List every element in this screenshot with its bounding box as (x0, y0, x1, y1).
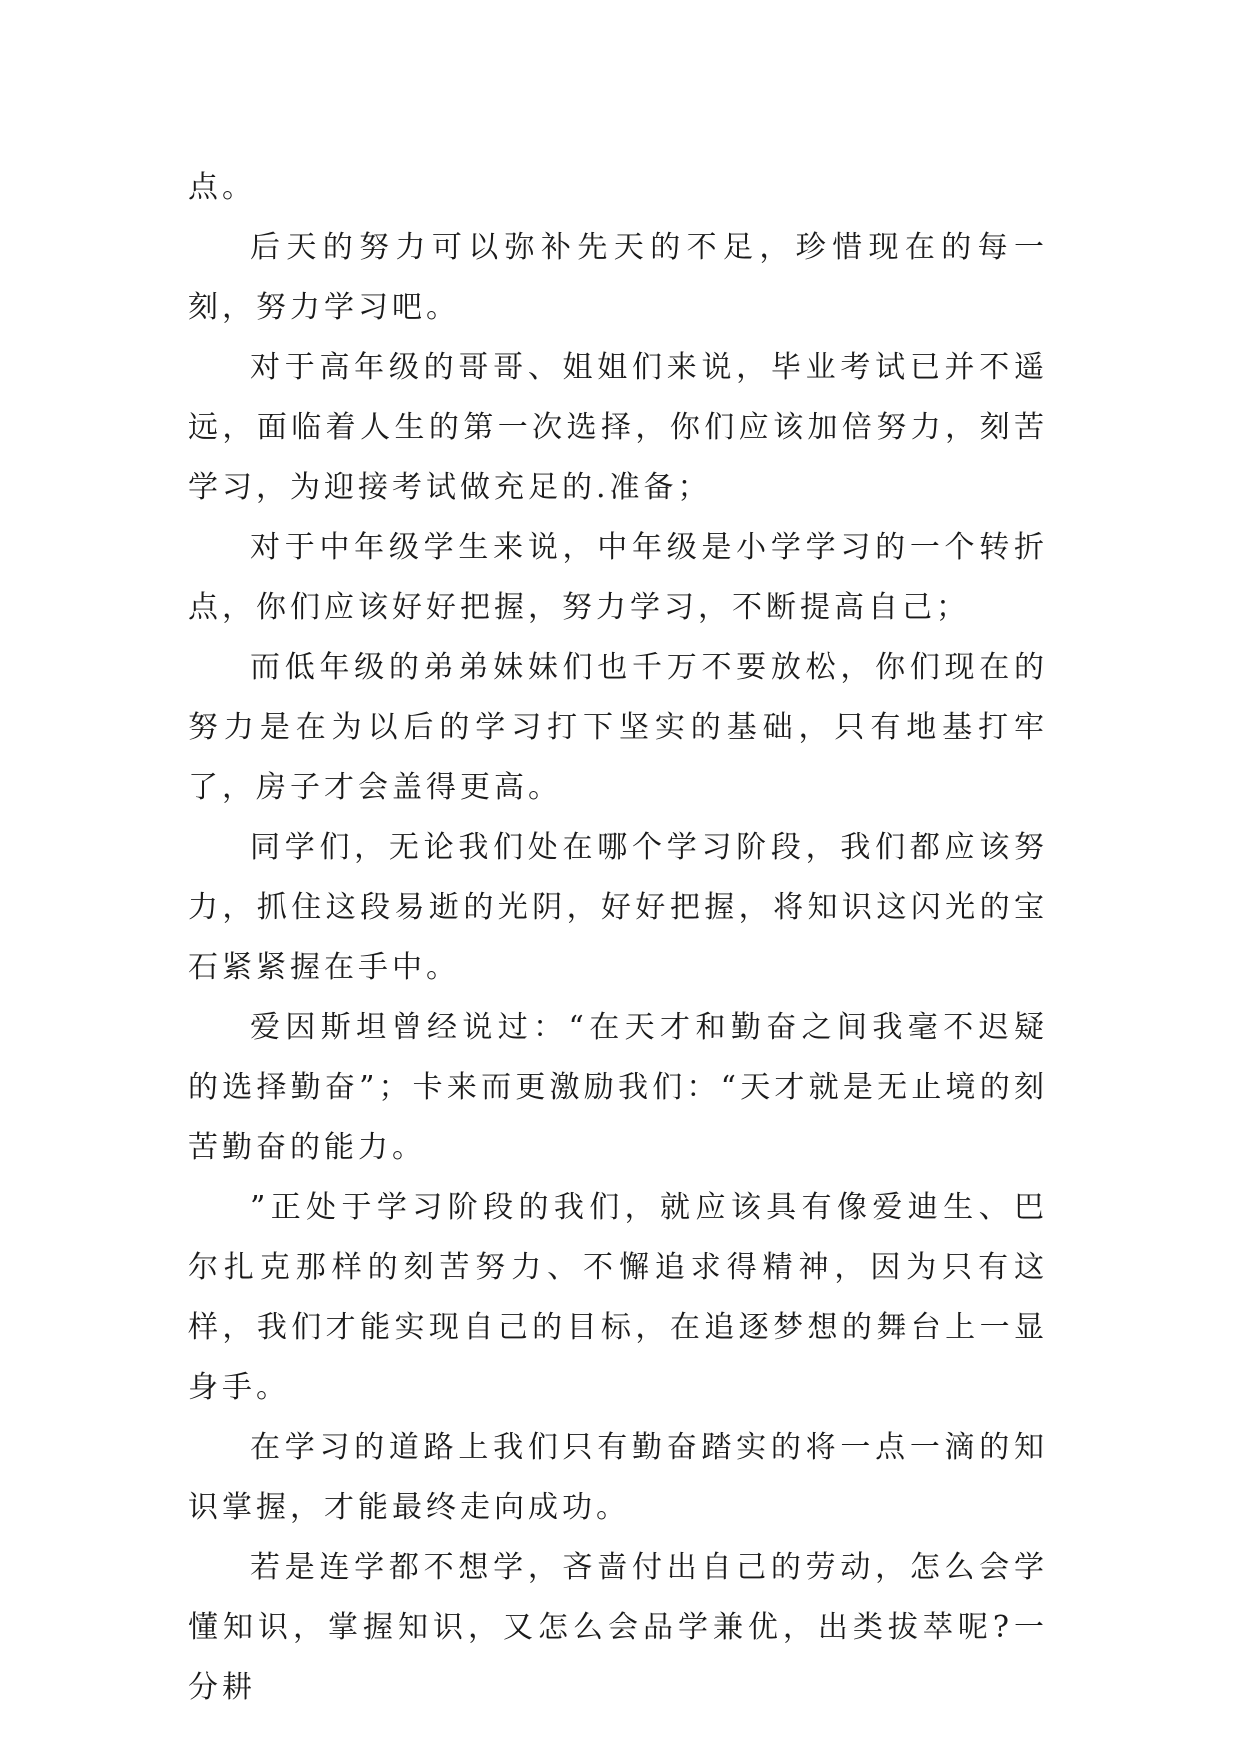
document-body (188, 158, 1048, 1718)
paragraph-4: 而低年级的弟弟妹妹们也千万不要放松，你们现在的努力是在为以后的学习打下坚实的基础，只有地基打牢了，房子才会盖得更高。 (188, 650, 1048, 805)
paragraph-1: 后天的努力可以弥补先天的不足，珍惜现在的每一刻，努力学习吧。 (188, 230, 1048, 325)
paragraph-8: 在学习的道路上我们只有勤奋踏实的将一点一滴的知识掌握，才能最终走向成功。 (188, 1430, 1048, 1525)
paragraph-0: 点。 (188, 170, 256, 205)
paragraph-3: 对于中年级学生来说，中年级是小学学习的一个转折点，你们应该好好把握，努力学习，不断提高自己； (188, 530, 1048, 625)
paragraph-9: 若是连学都不想学，吝啬付出自己的劳动，怎么会学懂知识，掌握知识，又怎么会品学兼优，出类拔萃呢?一分耕 (188, 1550, 1048, 1705)
paragraph-2: 对于高年级的哥哥、姐姐们来说，毕业考试已并不遥远，面临着人生的第一次选择，你们应该加倍努力，刻苦学习，为迎接考试做充足的.准备； (188, 350, 1048, 505)
paragraph-7: ”正处于学习阶段的我们，就应该具有像爱迪生、巴尔扎克那样的刻苦努力、不懈追求得精神，因为只有这样，我们才能实现自己的目标，在追逐梦想的舞台上一显身手。 (188, 1190, 1048, 1405)
paragraph-6: 爱因斯坦曾经说过：“在天才和勤奋之间我毫不迟疑的选择勤奋”；卡来而更激励我们：“天才就是无止境的刻苦勤奋的能力。 (188, 1010, 1048, 1165)
paragraph-5: 同学们，无论我们处在哪个学习阶段，我们都应该努力，抓住这段易逝的光阴，好好把握，将知识这闪光的宝石紧紧握在手中。 (188, 830, 1048, 985)
